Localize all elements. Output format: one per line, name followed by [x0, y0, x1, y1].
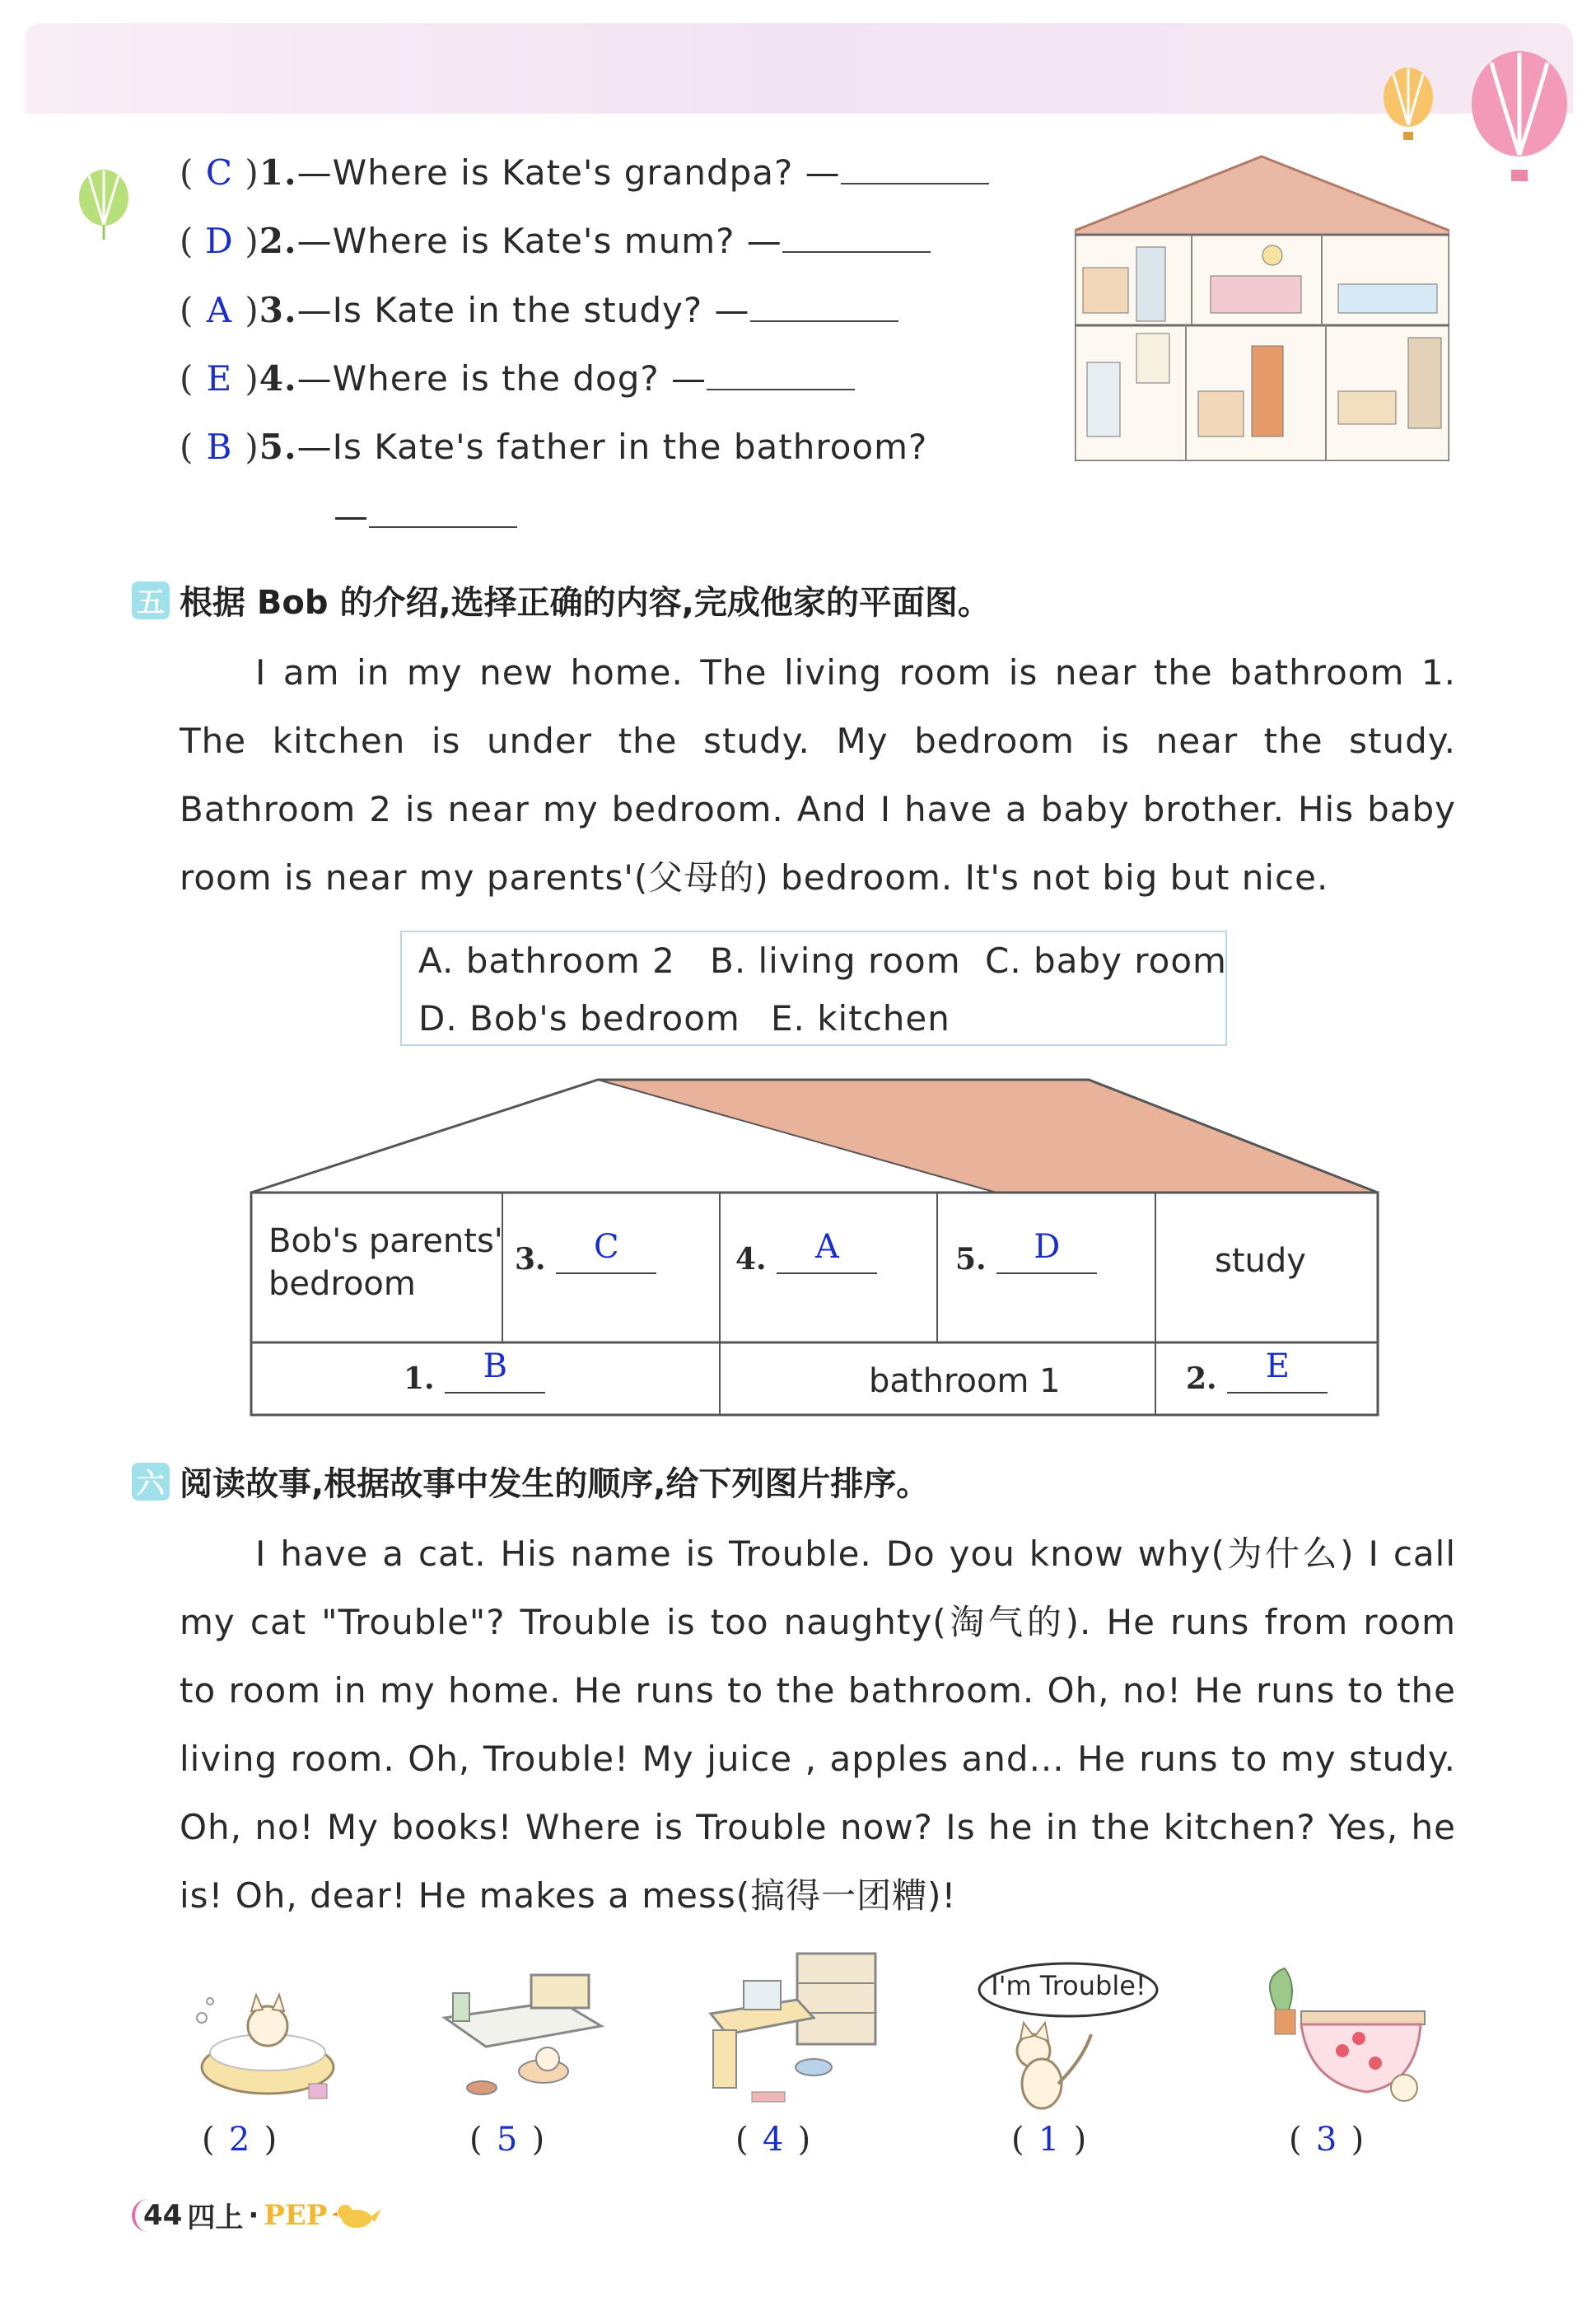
question-3: ( A )3.—Is Kate in the study? —: [180, 290, 898, 330]
plan-cell-5: 5. D: [955, 1240, 1097, 1277]
plan-cell-3: 3. C: [515, 1240, 656, 1277]
balloon-icon: [1462, 48, 1577, 188]
order-item-5: ( 3 ): [1289, 2121, 1365, 2159]
plan-cell-2: 2. E: [1186, 1359, 1328, 1397]
speech-bubble-text: I'm Trouble!: [991, 1970, 1146, 2001]
study-desk-picture: [707, 1952, 880, 2117]
options-box: A. bathroom 2 B. living room C. baby room D. Bob's bedroom E. kitchen: [400, 931, 1227, 1046]
balloon-icon: [1375, 66, 1441, 148]
kitchen-counter-picture: [436, 1968, 609, 2108]
parents-bedroom-label: Bob's parents': [268, 1222, 503, 1260]
section-6-passage: I have a cat. His name is Trouble. Do you know why(为什么) I call my cat "Trouble"? Trouble is too naughty(淘气的). He runs from room to room in my home. He runs to the bathroom. Oh, no! He runs to the living room. Oh, Trouble! My juice , apples and... He runs to my study. Oh, no! My books! Where is Trouble now? Is he in the kitchen? Yes, he is! Oh, dear! He makes a mess(搞得一团糟)!: [180, 1534, 1456, 1916]
order-item-1: ( 2 ): [202, 2121, 278, 2159]
cat-bath-picture: [185, 1977, 350, 2108]
order-answer: 5: [496, 2121, 518, 2159]
section-5-title: 五 根据 Bob 的介绍,选择正确的内容,完成他家的平面图。: [132, 577, 991, 623]
order-answer: 1: [1038, 2121, 1060, 2159]
plan-answer-2: E: [1265, 1347, 1290, 1385]
answer-blank: [782, 222, 931, 253]
answer-4: E: [206, 358, 233, 399]
order-answer: 2: [228, 2121, 250, 2159]
order-answer: 4: [762, 2121, 784, 2159]
plan-cell-1: 1. B: [404, 1359, 545, 1397]
balloon-icon: [71, 169, 137, 243]
answer-blank: [750, 291, 898, 322]
answer-2: D: [205, 221, 234, 261]
order-item-3: ( 4 ): [735, 2121, 811, 2159]
order-item-4: ( 1 ): [1011, 2121, 1087, 2159]
answer-blank: [369, 497, 517, 528]
bathroom-1-label: bathroom 1: [869, 1362, 1061, 1400]
parents-bedroom-label-2: bedroom: [268, 1265, 416, 1303]
plan-answer-1: B: [483, 1347, 508, 1385]
header-band: [25, 23, 1573, 114]
question-1: ( C )1.—Where is Kate's grandpa? —: [180, 152, 989, 193]
study-label: study: [1215, 1242, 1306, 1280]
answer-1: C: [205, 152, 233, 193]
plan-answer-4: A: [814, 1228, 839, 1266]
question-5: ( B )5.—Is Kate's father in the bathroom?: [180, 427, 928, 467]
answer-5: B: [206, 427, 233, 467]
plan-answer-3: C: [594, 1228, 619, 1266]
answer-3: A: [206, 290, 233, 330]
section-number-badge: 五: [132, 581, 170, 619]
question-4: ( E )4.—Where is the dog? —: [180, 358, 855, 399]
answer-blank: [707, 359, 855, 390]
question-2: ( D )2.—Where is Kate's mum? —: [180, 221, 931, 261]
section-number-badge: 六: [132, 1463, 170, 1501]
section-5-passage: I am in my new home. The living room is near the bathroom 1. The kitchen is under the study. My bedroom is near the study. Bathroom 2 is near my bedroom. And I have a baby brother. His baby room is near my parents'(父母的) bedroom. It's not big but nice.: [180, 652, 1456, 898]
plan-cell-4: 4. A: [735, 1240, 877, 1277]
bird-icon: [332, 2199, 381, 2232]
section-6-title: 六 阅读故事,根据故事中发生的顺序,给下列图片排序。: [132, 1458, 929, 1505]
question-5-answer-line: —: [334, 496, 517, 536]
answer-blank: [841, 153, 989, 184]
page-number: 44: [132, 2199, 182, 2232]
order-item-2: ( 5 ): [469, 2121, 545, 2159]
page-footer: 44 四上 · PEP: [132, 2195, 381, 2235]
plan-answer-5: D: [1034, 1228, 1061, 1266]
kitchen-mess-picture: [1252, 1960, 1433, 2117]
house-illustration: [1075, 152, 1449, 461]
order-answer: 3: [1315, 2121, 1337, 2159]
